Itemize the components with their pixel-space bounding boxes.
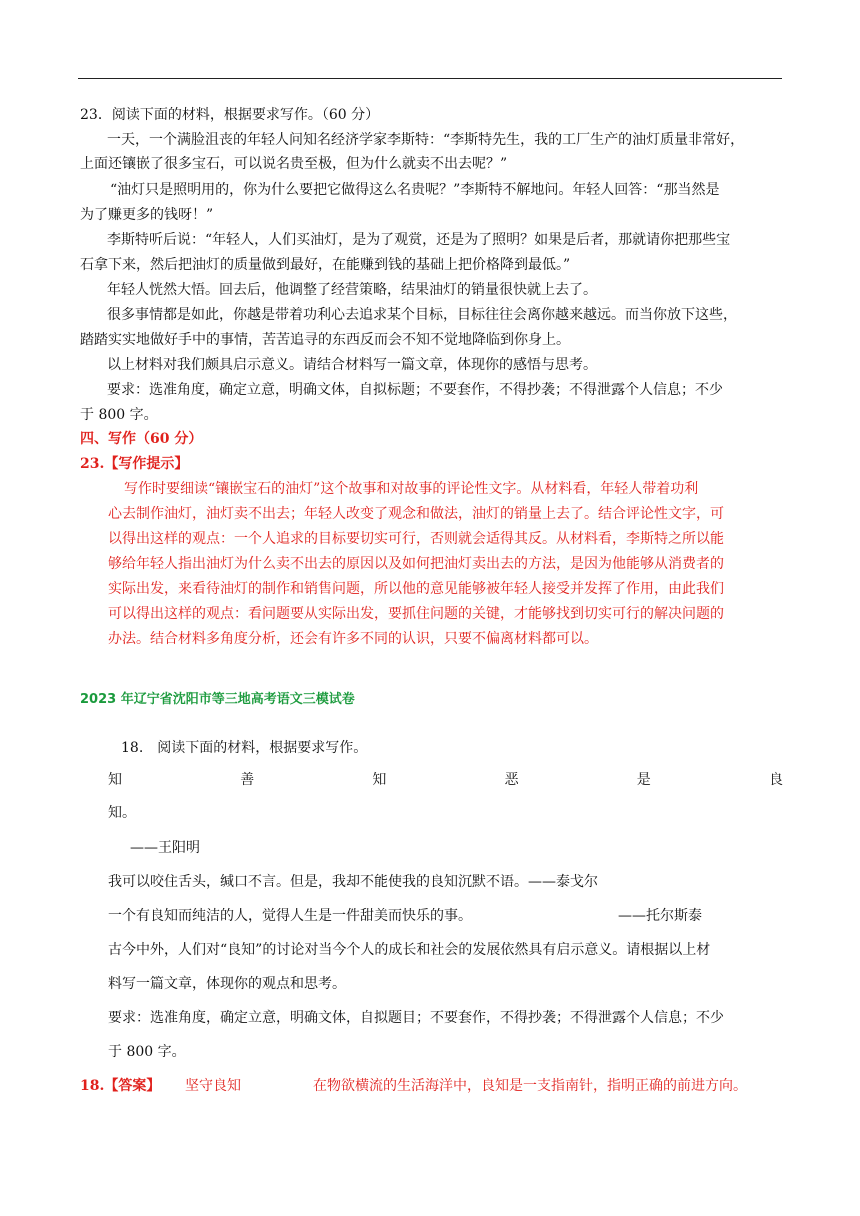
q18-prompt: 18. 阅读下面的材料，根据要求写作。	[121, 740, 368, 756]
tip-label: 23.【写作提示】	[80, 456, 189, 472]
quote3: 一个有良知而纯洁的人，觉得人生是一件甜美而快乐的事。	[108, 908, 472, 924]
q23-material-line: 上面还镶嵌了很多宝石，可以说名贵至极，但为什么就卖不出去呢？”	[80, 156, 508, 172]
q23-material-line: 于 800 字。	[80, 407, 158, 423]
quote2: 我可以咬住舌头，缄口不言。但是，我却不能使我的良知沉默不语。——泰戈尔	[108, 874, 598, 890]
quote1-char: 是	[636, 772, 651, 788]
tip-line: 写作时要细读“镶嵌宝石的油灯”这个故事和对故事的评论性文字。从材料看，年轻人带着功利	[124, 481, 699, 497]
q23-material-line: 要求：选准角度，确定立意，明确文体，自拟标题；不要套作，不得抄袭；不得泄露个人信息；不少	[107, 382, 723, 398]
q23-material-line: “油灯只是照明用的，你为什么要把它做得这么名贵呢？”李斯特不解地问。年轻人回答：“那当然是	[110, 182, 720, 198]
exam-title: 2023 年辽宁省沈阳市等三地高考语文三模试卷	[80, 692, 355, 707]
q23-material-line: 年轻人恍然大悟。回去后，他调整了经营策略，结果油灯的销量很快就上去了。	[107, 282, 597, 298]
q23-material-line: 踏踏实实地做好手中的事情，苦苦追寻的东西反而会不知不觉地降临到你身上。	[80, 332, 570, 348]
quote3-author: ——托尔斯泰	[618, 908, 702, 924]
quote1-end: 知。	[108, 805, 136, 821]
q23-material-line: 以上材料对我们颇具启示意义。请结合材料写一篇文章，体现你的感悟与思考。	[107, 357, 597, 373]
q18-instruction: 古今中外，人们对“良知”的讨论对当今个人的成长和社会的发展依然具有启示意义。请根据以上材	[108, 942, 711, 958]
q23-material-line: 很多事情都是如此，你越是带着功利心去追求某个目标，目标往往会离你越来越远。而当你放下这些，	[107, 307, 737, 323]
q23-material-line: 一天，一个满脸沮丧的年轻人问知名经济学家李斯特：“李斯特先生，我的工厂生产的油灯质量非常好，	[107, 132, 745, 148]
tip-line: 心去制作油灯，油灯卖不出去；年轻人改变了观念和做法，油灯的销量上去了。结合评论性文字，可	[108, 506, 724, 522]
section-heading: 四、写作（60 分）	[80, 431, 203, 447]
quote1-author: ——王阳明	[130, 840, 200, 856]
tip-line: 可以得出这样的观点：看问题要从实际出发，要抓住问题的关键，才能够找到切实可行的解决问题的	[108, 606, 724, 622]
quote1-char: 知	[372, 772, 387, 788]
q23-material-line: 为了赚更多的钱呀！”	[80, 207, 214, 223]
header-rule	[78, 78, 782, 79]
quote1-char: 知	[108, 772, 122, 788]
quote1-char: 善	[240, 772, 255, 788]
q23-material-line: 李斯特听后说：“年轻人，人们买油灯，是为了观赏，还是为了照明？如果是后者，那就请你把那些宝	[107, 232, 731, 248]
quote1-char: 良	[768, 772, 783, 788]
answer-label: 18.【答案】	[80, 1078, 161, 1094]
tip-line: 办法。结合材料多角度分析，还会有许多不同的认识，只要不偏离材料都可以。	[108, 631, 598, 647]
tip-line: 以得出这样的观点：一个人追求的目标要切实可行，否则就会适得其反。从材料看，李斯特之所以能	[108, 531, 724, 547]
q18-instruction: 要求：选准角度，确定立意，明确文体，自拟题目；不要套作，不得抄袭；不得泄露个人信息；不少	[108, 1010, 724, 1026]
answer-title: 坚守良知	[185, 1078, 241, 1094]
q23-prompt: 23．阅读下面的材料，根据要求写作。（60 分）	[80, 107, 380, 123]
q18-instruction: 于 800 字。	[108, 1044, 186, 1060]
quote1-char: 恶	[504, 772, 519, 788]
answer-text: 在物欲横流的生活海洋中，良知是一支指南针，指明正确的前进方向。	[313, 1078, 747, 1094]
quote1-justified-line	[108, 770, 783, 790]
tip-line: 够给年轻人指出油灯为什么卖不出去的原因以及如何把油灯卖出去的方法，是因为他能够从消费者的	[108, 556, 724, 572]
q23-material-line: 石拿下来，然后把油灯的质量做到最好，在能赚到钱的基础上把价格降到最低。”	[80, 257, 571, 273]
q18-instruction: 料写一篇文章，体现你的观点和思考。	[108, 976, 346, 992]
tip-line: 实际出发，来看待油灯的制作和销售问题，所以他的意见能够被年轻人接受并发挥了作用，由此我们	[108, 581, 724, 597]
